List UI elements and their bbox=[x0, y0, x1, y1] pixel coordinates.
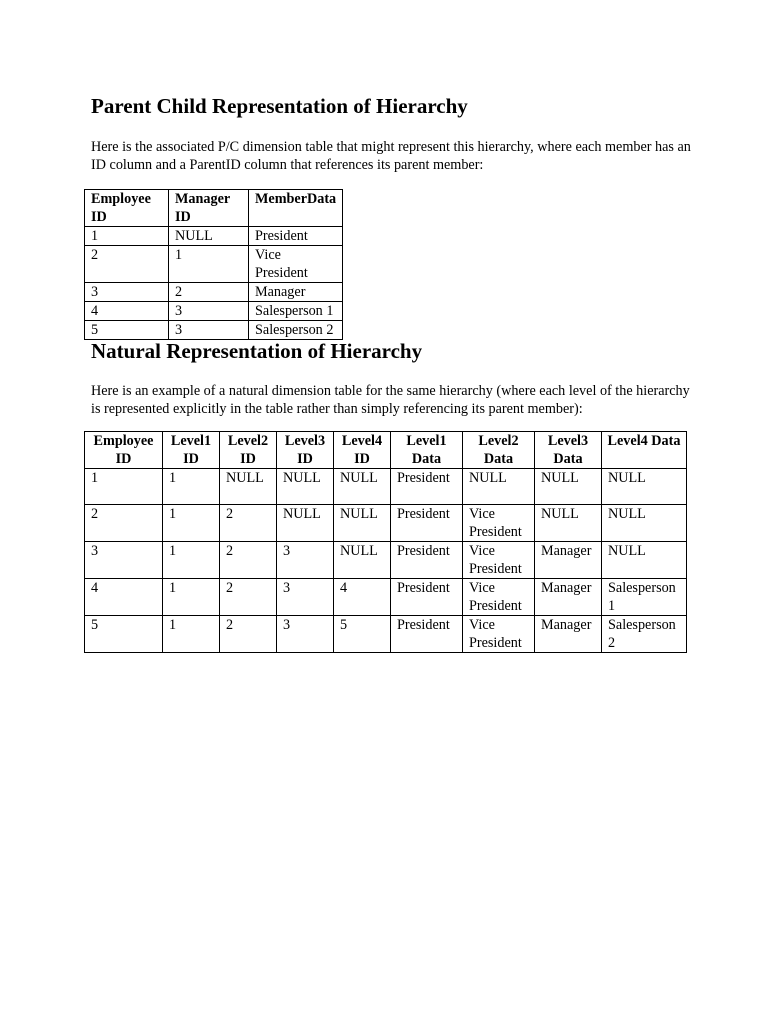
column-header: Manager ID bbox=[169, 190, 249, 227]
table-row bbox=[85, 227, 343, 246]
section-heading-natural: Natural Representation of Hierarchy bbox=[91, 339, 423, 363]
column-header: Level2 Data bbox=[463, 432, 535, 469]
table-cell: 2 bbox=[220, 505, 277, 542]
table-cell: President bbox=[249, 227, 343, 246]
table-row bbox=[85, 469, 687, 505]
table-cell: 4 bbox=[85, 302, 169, 321]
table-cell: Salesperson 2 bbox=[602, 616, 687, 653]
table-cell: 2 bbox=[85, 246, 169, 283]
table-cell: 1 bbox=[163, 579, 220, 616]
table-cell: President bbox=[391, 616, 463, 653]
table-cell: NULL bbox=[277, 505, 334, 542]
natural-hierarchy-table bbox=[84, 431, 687, 653]
table-cell: 3 bbox=[169, 321, 249, 340]
section-paragraph-parent-child: Here is the associated P/C dimension table that might represent this hierarchy, where each member has an ID column and a ParentID column that references its parent member: bbox=[91, 139, 691, 173]
table-cell: 1 bbox=[163, 505, 220, 542]
table-row bbox=[85, 302, 343, 321]
table-cell: 2 bbox=[220, 579, 277, 616]
table-cell: Manager bbox=[249, 283, 343, 302]
table-cell: Salesperson 2 bbox=[249, 321, 343, 340]
table-cell: 2 bbox=[85, 505, 163, 542]
table-cell: 5 bbox=[334, 616, 391, 653]
table-row bbox=[85, 616, 687, 653]
table-cell: NULL bbox=[169, 227, 249, 246]
table-cell: Vice President bbox=[463, 616, 535, 653]
table-cell: 1 bbox=[163, 469, 220, 505]
table-cell: Vice President bbox=[463, 542, 535, 579]
column-header: Level3 ID bbox=[277, 432, 334, 469]
table-row bbox=[85, 246, 343, 283]
column-header: Level2 ID bbox=[220, 432, 277, 469]
column-header: Level4 ID bbox=[334, 432, 391, 469]
table-header-row bbox=[85, 190, 343, 227]
table-cell: NULL bbox=[334, 505, 391, 542]
table-cell: NULL bbox=[334, 542, 391, 579]
table-cell: Vice President bbox=[463, 579, 535, 616]
table-cell: 3 bbox=[277, 616, 334, 653]
table-cell: 2 bbox=[169, 283, 249, 302]
column-header: Level1 Data bbox=[391, 432, 463, 469]
table-row bbox=[85, 505, 687, 542]
table-cell: 2 bbox=[220, 542, 277, 579]
table-cell: 3 bbox=[277, 579, 334, 616]
column-header: Level1 ID bbox=[163, 432, 220, 469]
column-header: MemberData bbox=[249, 190, 343, 227]
table-cell: President bbox=[391, 579, 463, 616]
table-cell: Vice President bbox=[463, 505, 535, 542]
column-header: Employee ID bbox=[85, 432, 163, 469]
section-paragraph-natural: Here is an example of a natural dimension table for the same hierarchy (where each level of the hierarchy is represented explicitly in the table rather than simply referencing its parent member): bbox=[91, 383, 690, 417]
table-cell: NULL bbox=[535, 505, 602, 542]
table-cell: Manager bbox=[535, 616, 602, 653]
table-cell: Manager bbox=[535, 579, 602, 616]
table-cell: Vice President bbox=[249, 246, 343, 283]
table-row bbox=[85, 283, 343, 302]
table-cell: 1 bbox=[85, 469, 163, 505]
table-cell: NULL bbox=[602, 469, 687, 505]
table-cell: 1 bbox=[85, 227, 169, 246]
table-cell: NULL bbox=[220, 469, 277, 505]
table-row bbox=[85, 321, 343, 340]
table-cell: Salesperson 1 bbox=[602, 579, 687, 616]
table-cell: 1 bbox=[163, 616, 220, 653]
table-header-row bbox=[85, 432, 687, 469]
table-cell: 3 bbox=[169, 302, 249, 321]
table-cell: NULL bbox=[535, 469, 602, 505]
table-cell: President bbox=[391, 505, 463, 542]
table-cell: NULL bbox=[334, 469, 391, 505]
table-cell: 1 bbox=[169, 246, 249, 283]
table-row bbox=[85, 542, 687, 579]
column-header: Employee ID bbox=[85, 190, 169, 227]
table-cell: President bbox=[391, 542, 463, 579]
table-cell: NULL bbox=[463, 469, 535, 505]
column-header: Level3 Data bbox=[535, 432, 602, 469]
table-cell: 2 bbox=[220, 616, 277, 653]
table-cell: President bbox=[391, 469, 463, 505]
table-cell: NULL bbox=[602, 542, 687, 579]
table-cell: 3 bbox=[85, 542, 163, 579]
section-heading-parent-child: Parent Child Representation of Hierarchy bbox=[91, 94, 468, 118]
parent-child-table bbox=[84, 189, 343, 340]
table-cell: NULL bbox=[277, 469, 334, 505]
table-cell: 5 bbox=[85, 616, 163, 653]
table-cell: Manager bbox=[535, 542, 602, 579]
table-cell: 4 bbox=[85, 579, 163, 616]
table-cell: 3 bbox=[277, 542, 334, 579]
table-cell: NULL bbox=[602, 505, 687, 542]
table-cell: 5 bbox=[85, 321, 169, 340]
table-row bbox=[85, 579, 687, 616]
table-cell: 1 bbox=[163, 542, 220, 579]
table-cell: 3 bbox=[85, 283, 169, 302]
table-cell: 4 bbox=[334, 579, 391, 616]
column-header: Level4 Data bbox=[602, 432, 687, 469]
table-cell: Salesperson 1 bbox=[249, 302, 343, 321]
